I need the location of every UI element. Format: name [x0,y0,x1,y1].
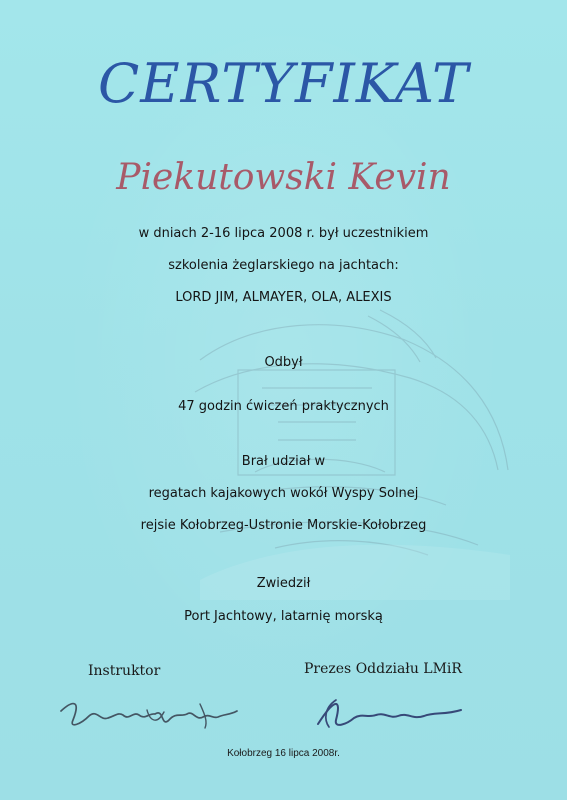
completed-heading: Odbył [264,355,303,370]
visited-places-line: Port Jachtowy, latarnię morską [184,609,383,624]
training-line: szkolenia żeglarskiego na jachtach: [168,258,399,273]
recipient-name: Piekutowski Kevin [116,157,451,198]
instructor-signature-image [55,690,245,738]
visited-heading: Zwiedził [256,576,311,591]
watermark-stamp-image [160,300,540,600]
instructor-label: Instruktor [88,663,161,679]
participation-line: w dniach 2-16 lipca 2008 r. był uczestnikiem [138,226,429,241]
president-signature-image [312,692,472,736]
participation-heading: Brał udział w [241,454,326,469]
regatta-line: regatach kajakowych wokół Wyspy Solnej [148,486,419,501]
certificate-title: CERTYFIKAT [97,52,470,115]
yachts-line: LORD JIM, ALMAYER, OLA, ALEXIS [175,290,392,305]
hours-line: 47 godzin ćwiczeń praktycznych [178,399,389,414]
president-label: Prezes Oddziału LMiR [304,661,462,677]
cruise-line: rejsie Kołobrzeg-Ustronie Morskie-Kołobrzeg [140,518,427,533]
location-date-footer: Kołobrzeg 16 lipca 2008r. [227,748,340,759]
